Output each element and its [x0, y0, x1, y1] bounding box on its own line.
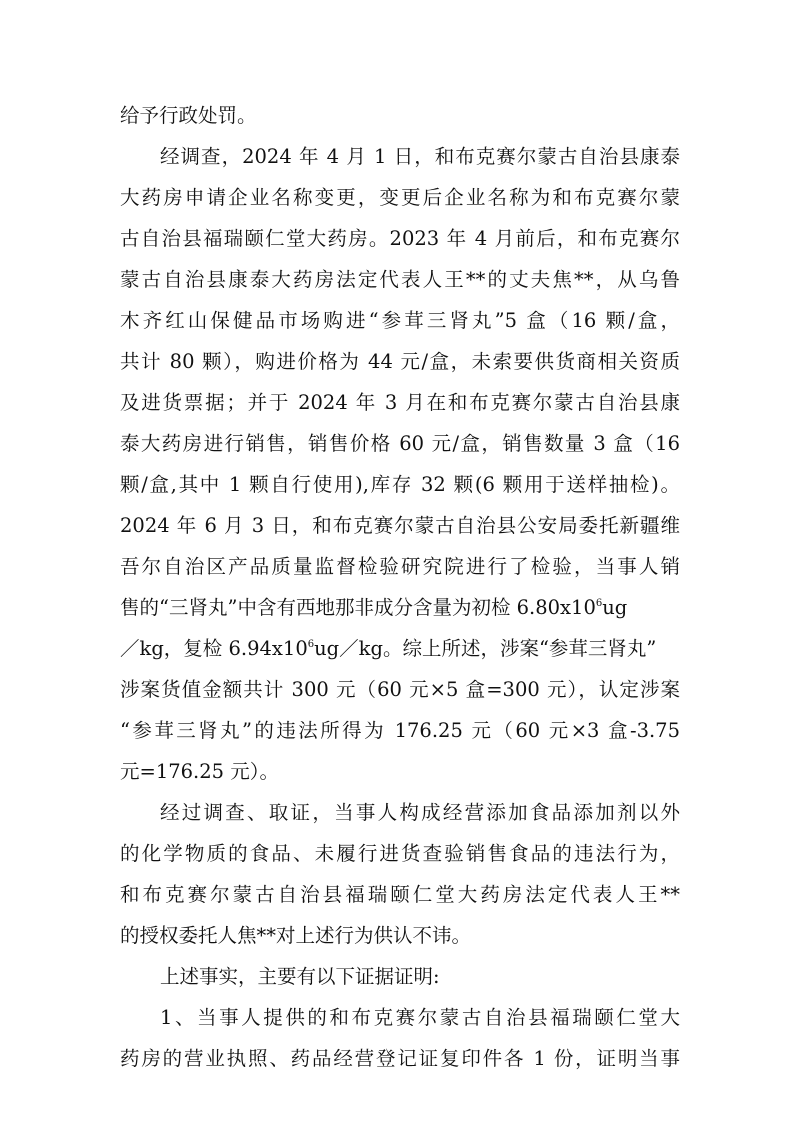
text-line: 经调查，2024 年 4 月 1 日，和布克赛尔蒙古自治县康泰	[160, 145, 680, 168]
superscript: 6	[595, 598, 603, 609]
text-line: 经过调查、取证，当事人构成经营添加食品添加剂以外	[160, 801, 680, 824]
text-segment: ／kg，复检 6.94x10	[120, 637, 308, 660]
text-line-with-superscript	[120, 631, 680, 667]
text-segment: 售的“三肾丸”中含有西地那非成分含量为初检 6.80x10	[120, 596, 596, 619]
text-line: 古自治县福瑞颐仁堂大药房。2023 年 4 月前后，和布克赛尔	[120, 227, 680, 250]
text-line: 蒙古自治县康泰大药房法定代表人王**的丈夫焦**，从乌鲁	[120, 268, 680, 291]
text-line: 大药房申请企业名称变更，变更后企业名称为和布克赛尔蒙	[120, 186, 680, 209]
text-line: 吾尔自治区产品质量监督检验研究院进行了检验，当事人销	[120, 555, 680, 578]
text-line: 2024 年 6 月 3 日，和布克赛尔蒙古自治县公安局委托新疆维	[120, 514, 680, 537]
superscript: 6	[307, 639, 315, 650]
text-line: 1、当事人提供的和布克赛尔蒙古自治县福瑞颐仁堂大	[160, 1006, 680, 1029]
text-line: 泰大药房进行销售，销售价格 60 元/盒，销售数量 3 盒（16	[120, 432, 680, 455]
text-line: 的化学物质的食品、未履行进货查验销售食品的违法行为，	[120, 842, 680, 865]
text-line: 及进货票据；并于 2024 年 3 月在和布克赛尔蒙古自治县康	[120, 391, 680, 414]
text-line: 给予行政处罚。	[120, 104, 257, 127]
text-line: 颗/盒,其中 1 颗自行使用),库存 32 颗(6 颗用于送样抽检)。	[120, 473, 680, 496]
text-line: 药房的营业执照、药品经营登记证复印件各 1 份，证明当事	[120, 1047, 680, 1070]
text-segment: ug	[602, 596, 628, 619]
text-line-with-superscript	[120, 590, 680, 626]
text-segment: ug／kg。综上所述，涉案“参茸三肾丸”	[314, 637, 657, 660]
text-line: 的授权委托人焦**对上述行为供认不讳。	[120, 924, 472, 947]
text-line: 和布克赛尔蒙古自治县福瑞颐仁堂大药房法定代表人王**	[120, 883, 680, 906]
text-line: 元=176.25 元）。	[120, 760, 280, 783]
text-line: 涉案货值金额共计 300 元（60 元×5 盒=300 元），认定涉案	[120, 678, 680, 701]
text-line: 共计 80 颗），购进价格为 44 元/盒，未索要供货商相关资质	[120, 350, 680, 373]
text-line: 上述事实，主要有以下证据证明:	[160, 965, 440, 988]
text-line: 木齐红山保健品市场购进“参茸三肾丸”5 盒（16 颗/盒，	[120, 309, 680, 332]
text-line: “参茸三肾丸”的违法所得为 176.25 元（60 元×3 盒-3.75	[120, 719, 680, 742]
